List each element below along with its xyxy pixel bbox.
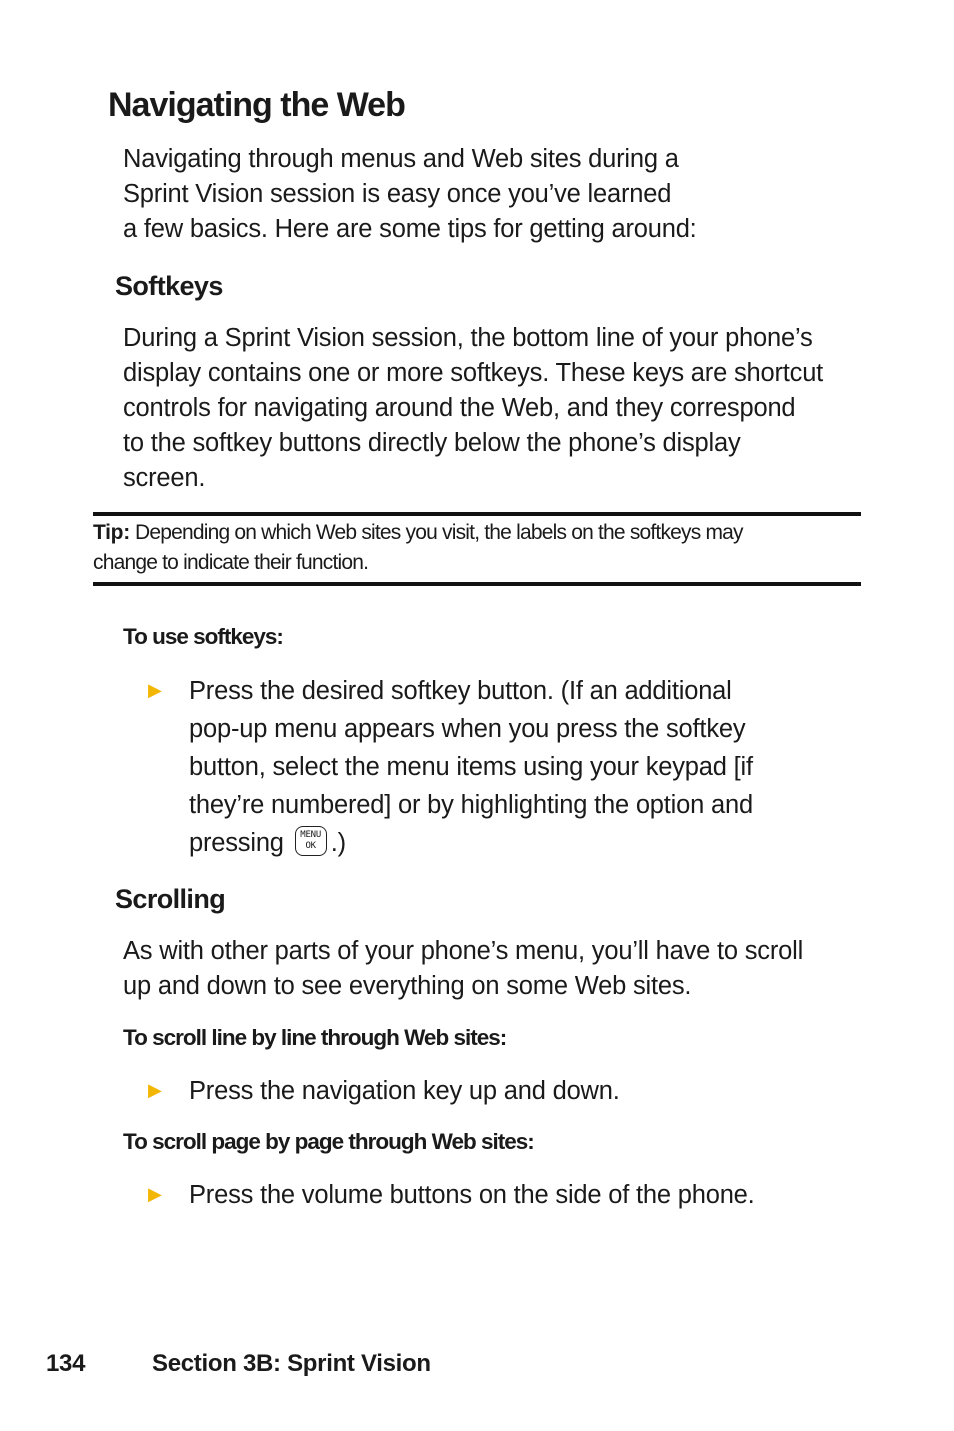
softkeys-paragraph bbox=[123, 321, 823, 496]
softkeys-heading: Softkeys bbox=[115, 271, 223, 301]
softkeys-line: During a Sprint Vision session, the bottom line of your phone’s bbox=[123, 324, 813, 352]
bullet-arrow-icon: ▶ bbox=[148, 1080, 162, 1100]
scroll-page-step bbox=[148, 1176, 848, 1214]
tip-line bbox=[93, 518, 863, 548]
bullet-arrow-icon: ▶ bbox=[148, 680, 162, 700]
step-line: button, select the menu items using your keypad [if bbox=[189, 753, 753, 781]
scroll-page-title: To scroll page by page through Web sites: bbox=[123, 1129, 534, 1154]
intro-line: Navigating through menus and Web sites during a bbox=[123, 145, 679, 173]
page-title: Navigating the Web bbox=[108, 86, 405, 124]
softkeys-line: to the softkey buttons directly below the phone’s display bbox=[123, 429, 741, 457]
step-line: Press the desired softkey button. (If an additional bbox=[189, 677, 732, 705]
intro-paragraph bbox=[123, 142, 697, 247]
step-text: pressing bbox=[189, 829, 284, 857]
step-text: .) bbox=[330, 829, 346, 857]
step-line: they’re numbered] or by highlighting the option and bbox=[189, 791, 753, 819]
scrolling-line: As with other parts of your phone’s menu, you’ll have to scroll bbox=[123, 937, 804, 965]
page-number: 134 bbox=[46, 1350, 86, 1377]
tip-line: change to indicate their function. bbox=[93, 551, 369, 574]
step-line bbox=[189, 824, 848, 862]
intro-line: Sprint Vision session is easy once you’ve learned bbox=[123, 180, 672, 208]
step-text: Press the volume buttons on the side of the phone. bbox=[189, 1181, 755, 1209]
step-line: pop-up menu appears when you press the softkey bbox=[189, 715, 746, 743]
tip-box bbox=[93, 518, 863, 578]
bullet-arrow-icon: ▶ bbox=[148, 1184, 162, 1204]
tip-bottom-rule bbox=[93, 582, 861, 586]
softkey-step bbox=[148, 672, 848, 862]
scrolling-paragraph bbox=[123, 934, 803, 1004]
tip-top-rule bbox=[93, 512, 861, 516]
scroll-line-title: To scroll line by line through Web sites: bbox=[123, 1025, 507, 1050]
tip-text: Depending on which Web sites you visit, the labels on the softkeys may bbox=[134, 521, 743, 544]
softkeys-line: screen. bbox=[123, 464, 206, 492]
step-text: Press the navigation key up and down. bbox=[189, 1077, 620, 1105]
scrolling-line: up and down to see everything on some Web sites. bbox=[123, 972, 692, 1000]
menu-key-top: MENU bbox=[300, 830, 322, 841]
intro-line: a few basics. Here are some tips for getting around: bbox=[123, 215, 697, 243]
procedure-title: To use softkeys: bbox=[123, 624, 283, 649]
menu-key-bottom: OK bbox=[305, 841, 316, 852]
softkeys-line: controls for navigating around the Web, and they correspond bbox=[123, 394, 796, 422]
softkeys-line: display contains one or more softkeys. These keys are shortcut bbox=[123, 359, 824, 387]
scrolling-heading: Scrolling bbox=[115, 884, 226, 914]
tip-label: Tip: bbox=[93, 521, 130, 544]
section-label: Section 3B: Sprint Vision bbox=[152, 1350, 431, 1377]
menu-ok-key-icon bbox=[295, 826, 327, 856]
scroll-line-step bbox=[148, 1072, 848, 1110]
